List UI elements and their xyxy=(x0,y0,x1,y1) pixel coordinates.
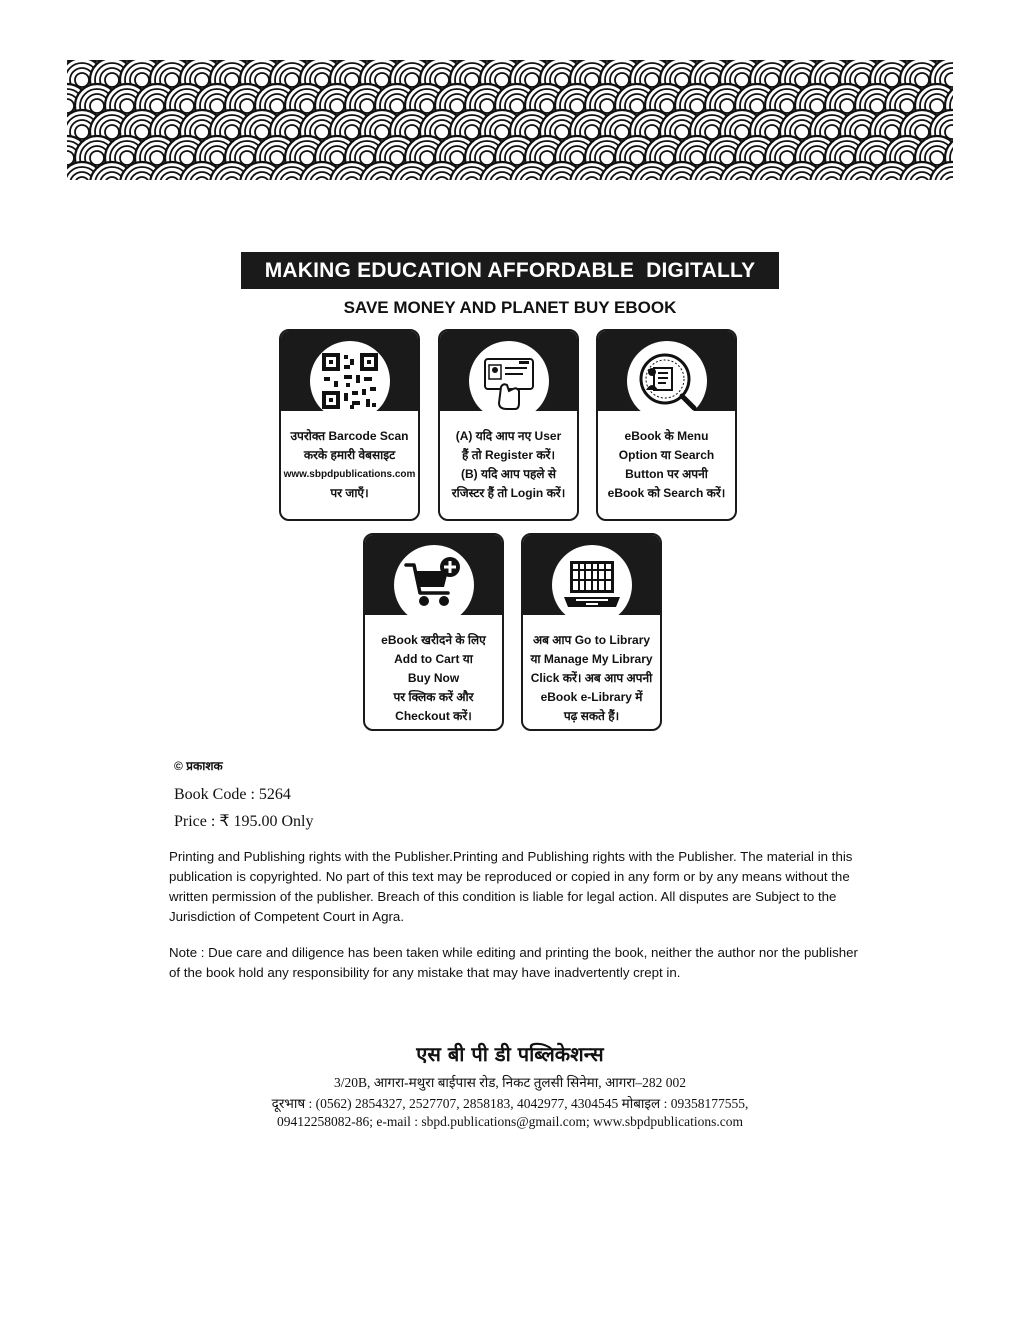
step-card-register xyxy=(438,329,579,521)
step-text-line: Add to Cart या xyxy=(394,652,473,666)
step-text-line: रजिस्टर हैं तो Login करें। xyxy=(451,486,566,500)
step-text-line: eBook के Menu xyxy=(624,429,709,443)
step-text-line: eBook खरीदने के लिए xyxy=(381,633,486,647)
step-text-line: Option या Search xyxy=(618,448,715,462)
step-card-library xyxy=(521,533,662,731)
step-text-line: हैं तो Register करें। xyxy=(461,448,555,462)
step-text-line: eBook e-Library में xyxy=(540,690,643,704)
step-text-line: Button पर अपनी xyxy=(625,467,708,481)
step-text-line: या Manage My Library xyxy=(530,652,653,666)
step-card-search xyxy=(596,329,737,521)
laptop-library-icon xyxy=(560,555,624,615)
book-code: Book Code : 5264 xyxy=(174,786,291,803)
step-text-line: करके हमारी वेबसाइट xyxy=(303,448,396,462)
step-text-line: Click करें। अब आप अपनी xyxy=(530,671,653,685)
copyright-notice: © प्रकाशक xyxy=(174,759,223,773)
step-text-line: (A) यदि आप नए User xyxy=(455,429,562,443)
price: Price : ₹ 195.00 Only xyxy=(174,813,314,830)
contact-line: 09412258082-86; e-mail : sbpd.publications@gmail.com; www.sbpdpublications.com xyxy=(276,1114,743,1129)
phone-line: दूरभाष : (0562) 2854327, 2527707, 2858183, 4042977, 4304545 मोबाइल : 09358177555, xyxy=(271,1096,749,1111)
id-card-hand-icon xyxy=(479,351,539,411)
step-card-cart xyxy=(363,533,504,731)
headline: MAKING EDUCATION AFFORDABLE DIGITALLY xyxy=(241,252,779,289)
step-text-line: eBook को Search करें। xyxy=(607,486,726,500)
book-magnifier-icon xyxy=(636,350,698,412)
step-text-line: पढ़ सकते हैं। xyxy=(563,709,620,723)
qr-code-icon xyxy=(320,351,380,411)
step-text-line: पर क्लिक करें और xyxy=(393,690,474,704)
note-text: Note : Due care and diligence has been taken while editing and printing the book, neither the author nor the publisher of the book hold any responsibility for any mistake that may have inadvertently crept in. xyxy=(169,945,858,980)
step-text-line: www.sbpdpublications.com xyxy=(283,469,416,480)
decorative-banner xyxy=(67,60,953,180)
step-text-line: पर जाएँ। xyxy=(330,486,369,500)
step-text-line: अब आप Go to Library xyxy=(532,633,651,647)
subheadline: SAVE MONEY AND PLANET BUY EBOOK xyxy=(343,298,677,317)
rights-text: Printing and Publishing rights with the Publisher.Printing and Publishing rights with the Publisher. The material in this publication is copyrighted. No part of this text may be reproduced or copied in any form or by any means without the written permission of the publisher. Breach of this condition is liable for legal action. All disputes are Subject to the Jurisdiction of Competent Court in Agra. xyxy=(169,849,853,924)
step-text-line: उपरोक्त Barcode Scan xyxy=(290,429,409,443)
shopping-cart-plus-icon xyxy=(404,555,464,615)
step-card-scan xyxy=(279,329,420,521)
address-line: 3/20B, आगरा-मथुरा बाईपास रोड, निकट तुलसी सिनेमा, आगरा–282 002 xyxy=(333,1075,687,1090)
step-text-line: Buy Now xyxy=(407,671,460,685)
publisher-name: एस बी पी डी पब्लिकेशन्स xyxy=(416,1042,604,1066)
step-text-line: (B) यदि आप पहले से xyxy=(461,467,556,481)
step-text-line: Checkout करें। xyxy=(395,709,472,723)
interlocking-circle-pattern xyxy=(67,60,953,180)
